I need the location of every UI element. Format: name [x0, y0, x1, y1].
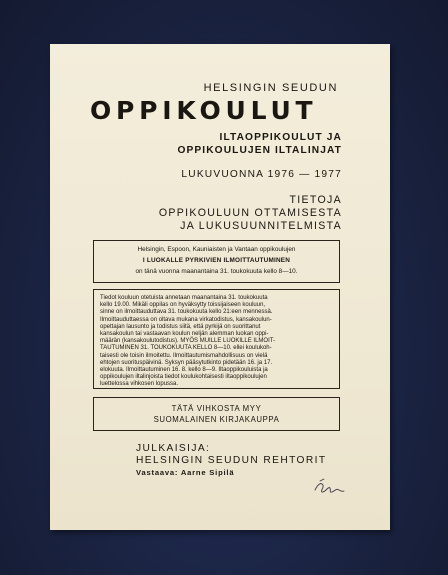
info-box — [93, 289, 340, 389]
handwritten-signature-icon — [312, 476, 346, 498]
info-line: luettelossa vihkosen lopussa. — [100, 381, 179, 388]
booklet-cover — [50, 44, 390, 530]
info-line: TAUTUMINEN 31. TOUKOKUUTA KELLO 8—10. ellei koulukoh- — [100, 345, 272, 352]
sale-line-1: TÄTÄ VIHKOSTA MYY — [171, 404, 262, 413]
sale-box — [93, 397, 340, 431]
topic-line-1: TIETOJA — [289, 194, 342, 206]
notice-line-1: Helsingin, Espoon, Kauniaisten ja Vantaan oppikoulujen — [137, 246, 296, 253]
info-line: Ilmoittauduttaessa on oltava mukana virkatodistus, kansakoulun- — [100, 316, 272, 323]
info-line: opettajan lausunto ja todistus siitä, että pyrkijä on suorittanut — [100, 323, 261, 330]
info-line: elokuuta. Ilmoittautuminen 16. 8. kello 8—9. Iltaoppikouluista ja — [100, 367, 268, 374]
publisher-label: JULKAISIJA: — [136, 443, 211, 454]
notice-line-3: on tänä vuonna maanantaina 31. toukokuuta kello 8—10. — [135, 268, 298, 275]
info-line: kansakoulun tai vastaavan koulun neljän alemman luokan oppi- — [100, 331, 269, 338]
page-title: OPPIKOULUT — [90, 96, 318, 125]
sale-line-2: SUOMALAINEN KIRJAKAUPPA — [153, 415, 280, 424]
info-line: sinne on ilmoittauduttava 31. toukokuuta kello 21:een mennessä. — [100, 309, 273, 316]
topic-line-2: OPPIKOULUUN OTTAMISESTA — [158, 207, 342, 219]
info-line: taisesti ole toisin ilmoitettu. Ilmoittautumismahdollisuus on vielä — [100, 352, 268, 359]
publisher-name: HELSINGIN SEUDUN REHTORIT — [136, 455, 327, 466]
registration-notice-box — [93, 240, 340, 283]
info-line: määrän (kansakoulutodistus). MYÖS MUILLE LUOKILLE ILMOIT- — [100, 338, 276, 345]
header-kicker: HELSINGIN SEUDUN — [203, 82, 338, 94]
info-line: kello 19.00. Mikäli oppilas on hyväksytty toissijaiseen kouluun, — [100, 302, 266, 309]
subtitle-line-1: ILTAOPPIKOULUT JA — [219, 132, 342, 143]
topic-line-3: JA LUKUSUUNNITELMISTA — [180, 220, 342, 232]
subtitle-line-2: OPPIKOULUJEN ILTALINJAT — [177, 145, 342, 156]
info-line: Tiedot kouluun otetuista annetaan maanantaina 31. toukokuuta — [100, 295, 268, 301]
notice-line-2: I LUOKALLE PYRKIVIEN ILMOITTAUTUMINEN — [142, 257, 291, 264]
info-line: ehtojen suorituspäivinä. Syksyn pääsytutkinto pidetään 16. ja 17. — [100, 359, 273, 366]
publisher-editor: Vastaava: Aarne Sipilä — [136, 468, 235, 477]
school-year: LUKUVUONNA 1976 — 1977 — [181, 169, 342, 180]
info-line: oppikoulujen iltalinjoista tiedot koulukohtaisesti iltaoppikoulujen — [100, 374, 267, 381]
